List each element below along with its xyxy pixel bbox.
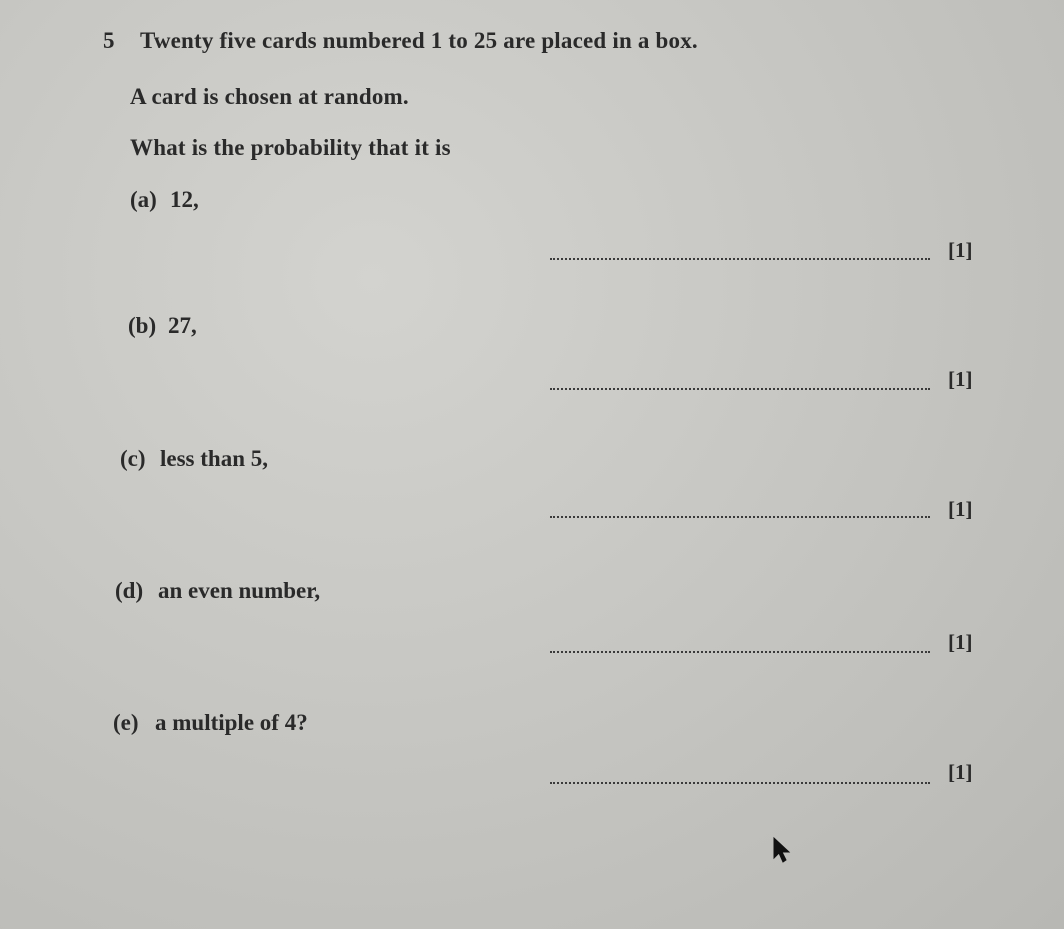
part-e-text: a multiple of 4? bbox=[155, 710, 308, 735]
part-d-label: (d) bbox=[115, 578, 144, 603]
part-c-text: less than 5, bbox=[160, 446, 268, 471]
part-b-text: 27, bbox=[168, 313, 197, 338]
part-e-label: (e) bbox=[113, 710, 139, 735]
part-b-marks: [1] bbox=[948, 367, 973, 391]
part-c-label: (c) bbox=[120, 446, 146, 471]
question-line-2: A card is chosen at random. bbox=[130, 84, 409, 109]
part-d-text: an even number, bbox=[158, 578, 321, 603]
mouse-pointer-icon bbox=[772, 836, 796, 871]
part-b-label: (b) bbox=[128, 313, 157, 338]
part-d-marks: [1] bbox=[948, 630, 973, 654]
question-line-3: What is the probability that it is bbox=[130, 135, 451, 160]
part-a-answer-line[interactable] bbox=[550, 258, 930, 260]
part-d-answer-line[interactable] bbox=[550, 651, 930, 653]
part-a-text: 12, bbox=[170, 187, 199, 212]
question-stem: Twenty five cards numbered 1 to 25 are placed in a box. bbox=[140, 28, 698, 53]
part-c-marks: [1] bbox=[948, 497, 973, 521]
part-b-answer-line[interactable] bbox=[550, 388, 930, 390]
question-number: 5 bbox=[103, 28, 115, 53]
part-e-answer-line[interactable] bbox=[550, 782, 930, 784]
part-c-answer-line[interactable] bbox=[550, 516, 930, 518]
part-a-marks: [1] bbox=[948, 238, 973, 262]
part-a-label: (a) bbox=[130, 187, 157, 212]
part-e-marks: [1] bbox=[948, 760, 973, 784]
